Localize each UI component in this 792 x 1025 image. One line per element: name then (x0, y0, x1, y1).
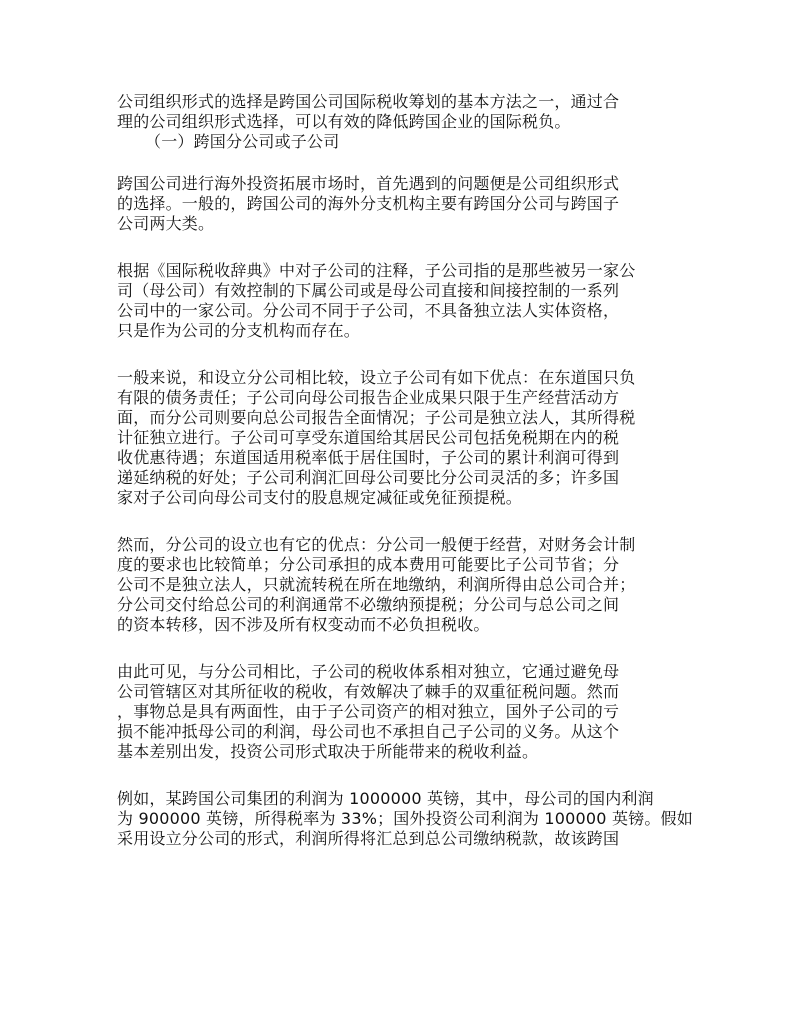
text-line: 只是作为公司的分支机构而存在。 (117, 321, 361, 340)
text-line: 公司组织形式的选择是跨国公司国际税收筹划的基本方法之一，通过合 (117, 92, 620, 111)
text-line: ，事物总是具有两面性，由于子公司资产的相对独立，国外子公司的亏 (117, 702, 620, 721)
text-line: 为 900000 英镑，所得税率为 33%；国外投资公司利润为 100000 英镑。假如 (117, 809, 693, 828)
text-line: 递延纳税的好处；子公司利润汇回母公司要比分公司灵活的多；许多国 (117, 468, 620, 487)
text-line: 家对子公司向母公司支付的股息规定减征或免征预提税。 (117, 488, 523, 507)
text-line: 面，而分公司则要向总公司报告全面情况；子公司是独立法人，其所得税 (117, 408, 636, 427)
document-page (117, 92, 697, 876)
paragraph-example (117, 789, 697, 849)
text-line: 理的公司组织形式选择，可以有效的降低跨国企业的国际税负。 (117, 112, 571, 131)
text-line: 由此可见，与分公司相比，子公司的税收体系相对独立，它通过避免母 (117, 662, 620, 681)
text-line: 一般来说，和设立分公司相比较，设立子公司有如下优点：在东道国只负 (117, 368, 636, 387)
paragraph-branch-advantages (117, 535, 697, 635)
paragraph-subsidiary-definition (117, 261, 697, 341)
text-line: 跨国公司进行海外投资拓展市场时，首先遇到的问题便是公司组织形式 (117, 174, 620, 193)
text-line: 公司管辖区对其所征收的税收，有效解决了棘手的双重征税问题。然而 (117, 682, 620, 701)
text-line: 基本差别出发，投资公司形式取决于所能带来的税收利益。 (117, 742, 539, 761)
text-line: 的资本转移，因不涉及所有权变动而不必负担税收。 (117, 615, 490, 634)
text-line: 有限的债务责任；子公司向母公司报告企业成果只限于生产经营活动方 (117, 388, 620, 407)
text-line: 公司不是独立法人，只就流转税在所在地缴纳，利润所得由总公司合并； (117, 575, 636, 594)
text-line: 收优惠待遇；东道国适用税率低于居住国时，子公司的累计利润可得到 (117, 448, 620, 467)
text-line: 根据《国际税收辞典》中对子公司的注释，子公司指的是那些被另一家公 (117, 261, 636, 280)
text-line: 公司两大类。 (117, 214, 215, 233)
paragraph-intro (117, 92, 697, 152)
text-line: 损不能冲抵母公司的利润，母公司也不承担自己子公司的义务。从这个 (117, 722, 620, 741)
text-line: 例如，某跨国公司集团的利润为 1000000 英镑，其中，母公司的国内利润 (117, 789, 654, 808)
text-line: 然而，分公司的设立也有它的优点：分公司一般便于经营，对财务会计制 (117, 535, 636, 554)
paragraph-organization-choice (117, 174, 697, 234)
text-line: 计征独立进行。子公司可享受东道国给其居民公司包括免税期在内的税 (117, 428, 620, 447)
section-heading: （一）跨国分公司或子公司 (145, 132, 340, 151)
text-line: 司（母公司）有效控制的下属公司或是母公司直接和间接控制的一系列 (117, 281, 620, 300)
text-line: 公司中的一家公司。分公司不同于子公司，不具备独立法人实体资格， (117, 301, 620, 320)
text-line: 的选择。一般的，跨国公司的海外分支机构主要有跨国分公司与跨国子 (117, 194, 620, 213)
text-line: 分公司交付给总公司的利润通常不必缴纳预提税；分公司与总公司之间 (117, 595, 620, 614)
paragraph-subsidiary-advantages (117, 368, 697, 508)
text-line: 度的要求也比较简单；分公司承担的成本费用可能要比子公司节省；分 (117, 555, 620, 574)
text-line: 采用设立分公司的形式，利润所得将汇总到总公司缴纳税款，故该跨国 (117, 829, 620, 848)
paragraph-comparison (117, 662, 697, 762)
